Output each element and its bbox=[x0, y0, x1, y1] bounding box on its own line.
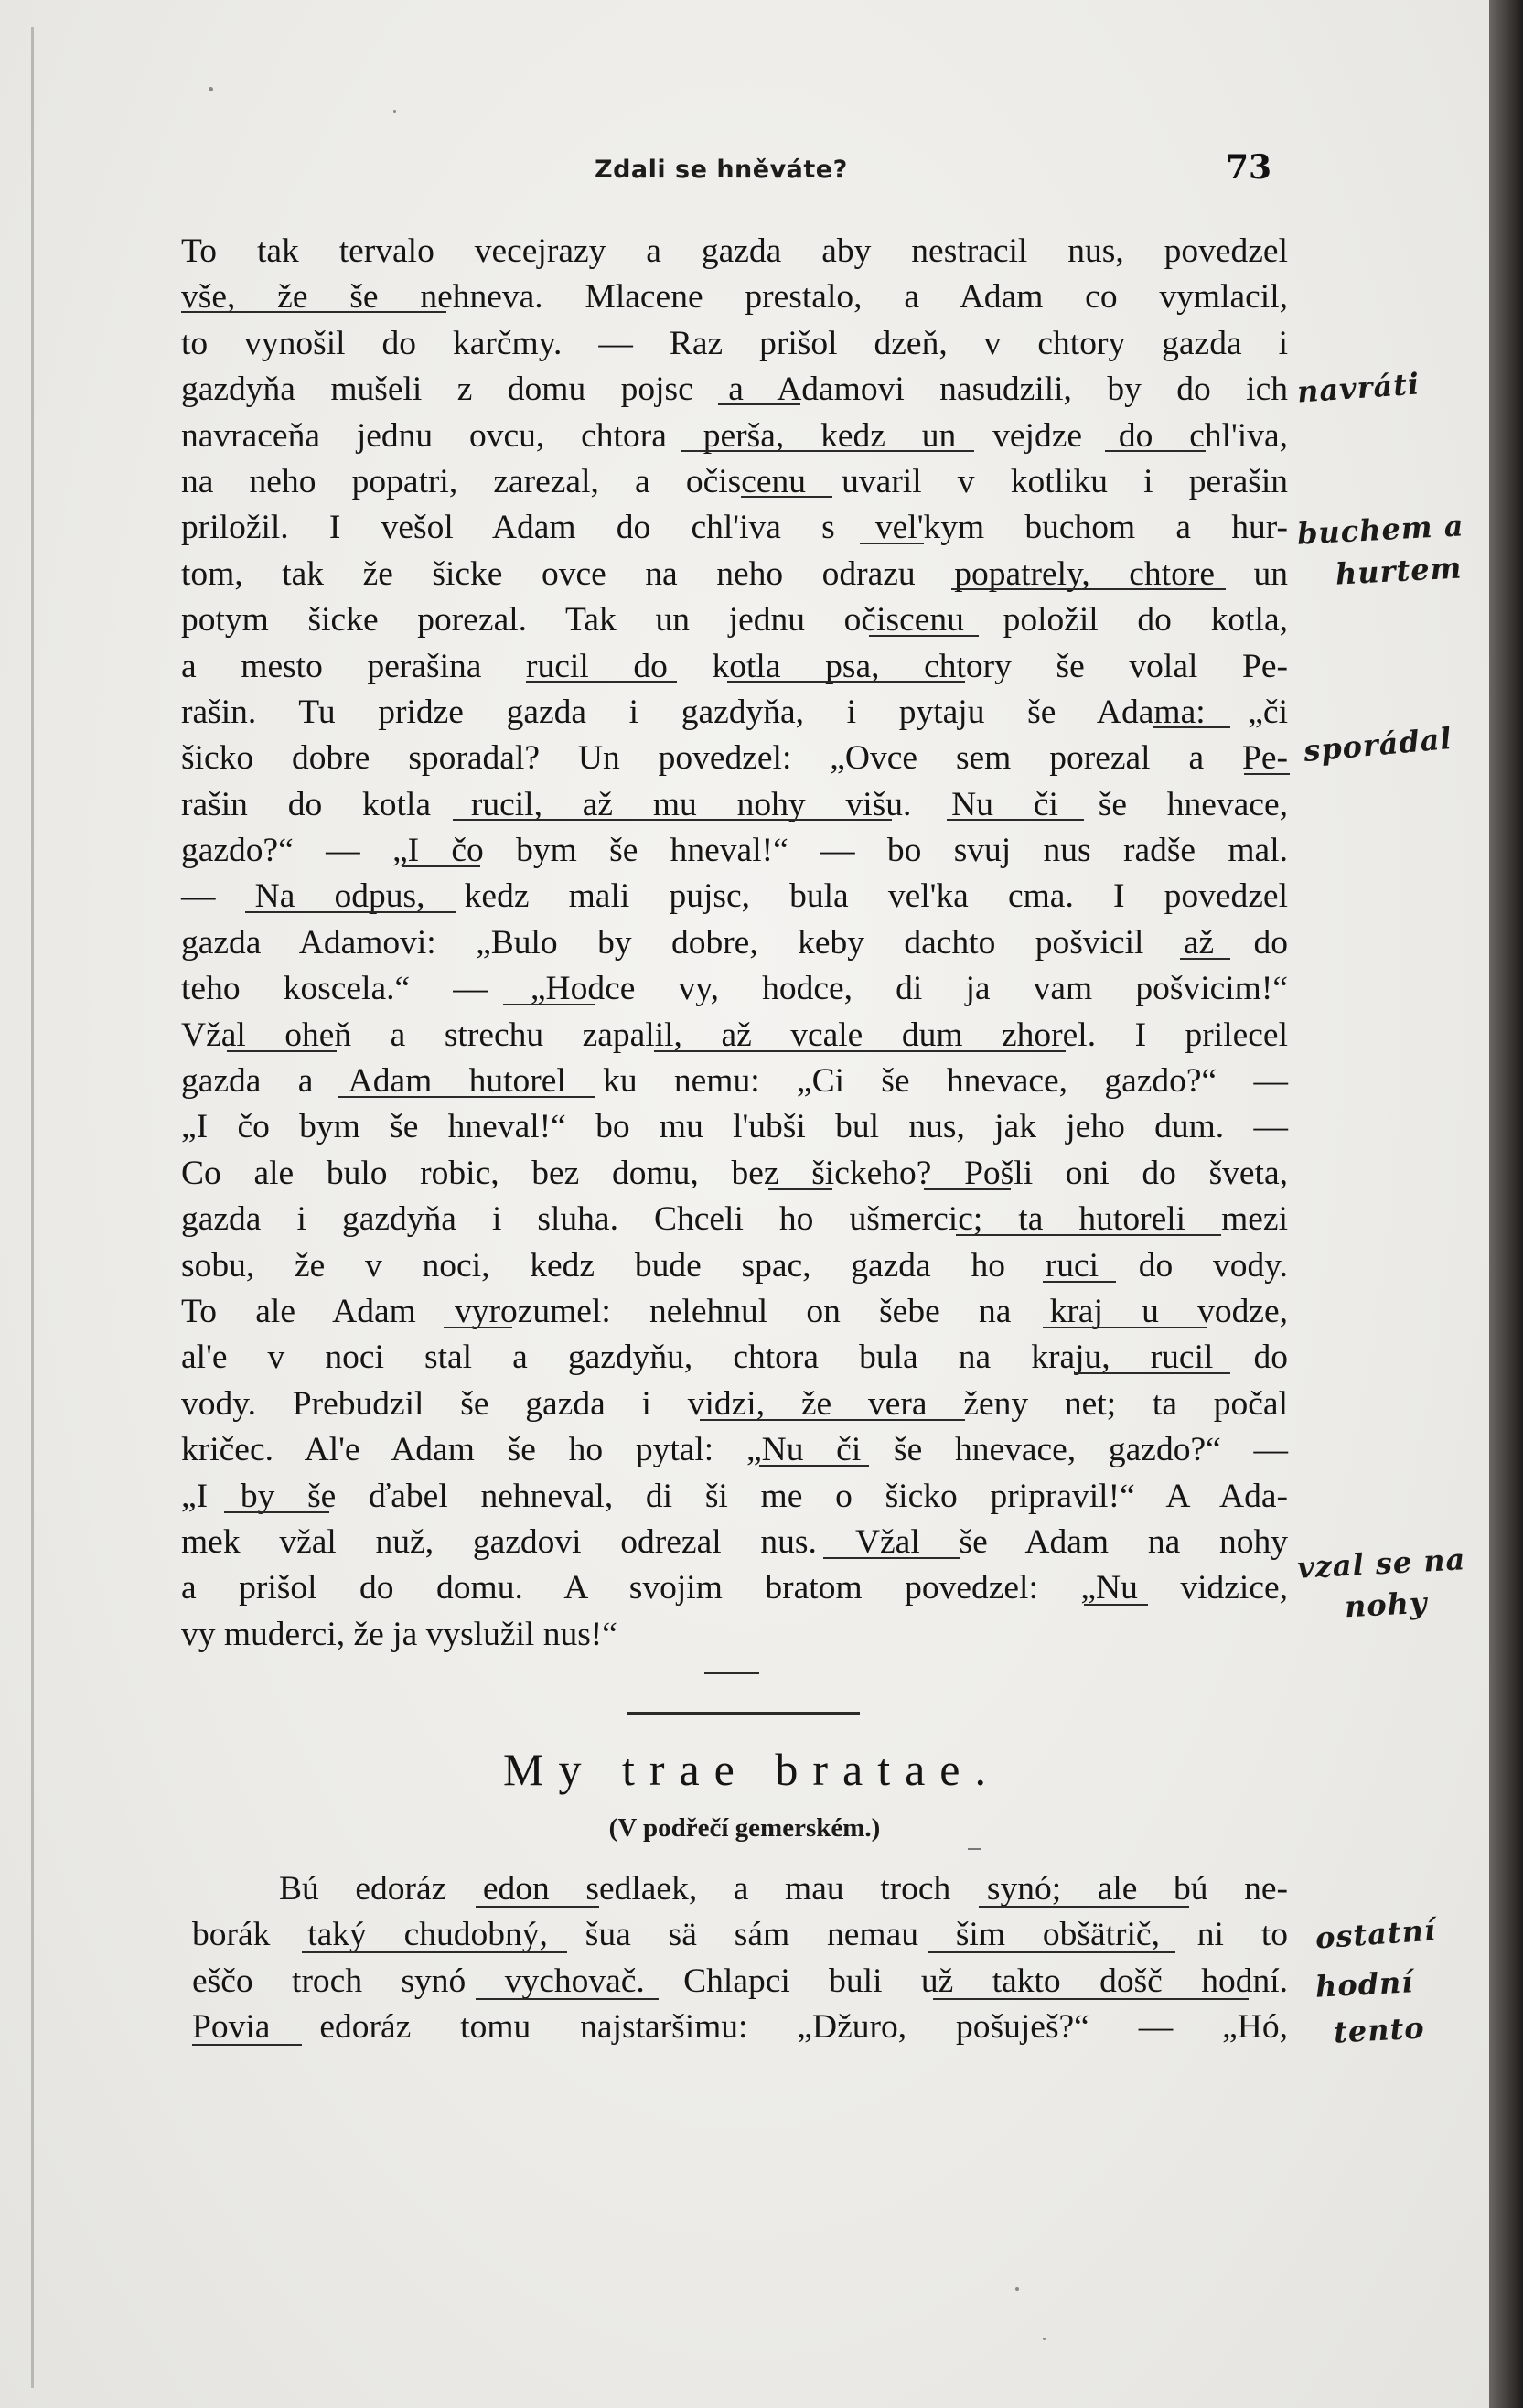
running-head bbox=[0, 148, 1489, 194]
text-line: Povia edoráz tomu najstaršimu: „Džuro, pošuješ?“ — „Hó, bbox=[192, 2008, 1288, 2047]
text-line: vy muderci, že ja vyslužil nus!“ bbox=[181, 1615, 617, 1653]
page-number: 73 bbox=[1226, 148, 1272, 187]
pencil-underline bbox=[444, 1327, 512, 1328]
pencil-underline bbox=[227, 1050, 337, 1052]
pencil-underline bbox=[1075, 1372, 1230, 1374]
pencil-underline bbox=[681, 450, 974, 452]
pencil-underline bbox=[924, 1188, 1011, 1190]
page-binding-edge bbox=[31, 27, 34, 2388]
paper-speck bbox=[1015, 2287, 1019, 2291]
margin-note: hurtem bbox=[1335, 550, 1464, 592]
section-subtitle: (V podřečí gemerském.) bbox=[608, 1813, 881, 1843]
pencil-underline bbox=[718, 403, 800, 405]
text-line: priložil. I vešol Adam do chl'iva s vel'kym buchom a hur- bbox=[181, 509, 1288, 547]
margin-note: hodní bbox=[1314, 1964, 1415, 2005]
text-line: šicko dobre sporadal? Un povedzel: „Ovce sem porezal a Pe- bbox=[181, 739, 1288, 778]
margin-note: ostatní bbox=[1314, 1912, 1438, 1956]
pencil-underline bbox=[1084, 1604, 1148, 1606]
text-line: navraceňa jednu ovcu, chtora perša, kedz un vejdze do chl'iva, bbox=[181, 416, 1288, 455]
pencil-underline bbox=[933, 1998, 1249, 2000]
pencil-underline bbox=[453, 819, 892, 821]
pencil-underline bbox=[704, 1672, 759, 1674]
pencil-underline bbox=[181, 311, 446, 313]
pencil-underline bbox=[192, 2044, 302, 2046]
pencil-underline bbox=[245, 911, 456, 913]
text-line: — Na odpus, kedz mali pujsc, bula vel'ka cma. I povedzel bbox=[181, 877, 1288, 916]
pencil-underline bbox=[947, 819, 1084, 821]
pencil-underline bbox=[956, 1234, 1221, 1236]
pencil-underline bbox=[402, 865, 480, 867]
margin-note: sporádal bbox=[1302, 720, 1453, 769]
pencil-underline bbox=[1043, 1281, 1116, 1283]
text-line: Vžal oheň a strechu zapalil, až vcale dum zhorel. I prilecel bbox=[181, 1016, 1288, 1054]
page-edge-shadow bbox=[1489, 0, 1523, 2408]
pencil-underline bbox=[823, 1557, 960, 1559]
section-divider bbox=[627, 1712, 860, 1715]
pencil-underline bbox=[338, 1096, 595, 1098]
running-head-title: Zdali se hněváte? bbox=[595, 156, 848, 184]
text-line: na neho popatri, zarezal, a očiscenu uvaril v kotliku i perašin bbox=[181, 462, 1288, 500]
pencil-underline bbox=[302, 1951, 567, 1953]
text-line: gazdo?“ — „I čo bym še hneval!“ — bo svuj nus radše mal. bbox=[181, 832, 1288, 870]
margin-note: nohy bbox=[1344, 1585, 1429, 1625]
pencil-underline bbox=[476, 1998, 659, 2000]
pencil-underline bbox=[224, 1511, 329, 1513]
text-line: Bú edoráz edon sedlaek, a mau troch synó; ale bú ne- bbox=[279, 1870, 1288, 1908]
text-line: eščo troch synó vychovač. Chlapci buli už takto došč hodní. bbox=[192, 1962, 1288, 2000]
pencil-underline bbox=[526, 681, 677, 683]
text-line: tom, tak že šicke ovce na neho odrazu popatrely, chtore un bbox=[181, 554, 1288, 593]
text-line: To ale Adam vyrozumel: nelehnul on šebe na kraj u vodze, bbox=[181, 1292, 1288, 1330]
pencil-underline bbox=[759, 1465, 869, 1467]
paper-speck bbox=[209, 87, 213, 91]
text-line: mek vžal nuž, gazdovi odrezal nus. Vžal še Adam na nohy bbox=[181, 1522, 1288, 1561]
margin-note: buchem a bbox=[1296, 508, 1465, 552]
paper-speck bbox=[1043, 2338, 1046, 2340]
paper-speck bbox=[393, 110, 396, 113]
pencil-underline bbox=[951, 588, 1226, 590]
text-line: gazda a Adam hutorel ku nemu: „Ci še hnevace, gazdo?“ — bbox=[181, 1062, 1288, 1101]
text-line: to vynošil do karčmy. — Raz prišol dzeň, v chtory gazda i bbox=[181, 324, 1288, 362]
text-line: To tak tervalo vecejrazy a gazda aby nestracil nus, povedzel bbox=[181, 232, 1288, 270]
text-line: rašin. Tu pridze gazda i gazdyňa, i pytaju še Adama: „či bbox=[181, 693, 1288, 731]
text-line: borák taký chudobný, šua sä sám nemau šim obšätrič, ni to bbox=[192, 1916, 1288, 1954]
pencil-underline bbox=[928, 1951, 1175, 1953]
margin-note: navráti bbox=[1295, 366, 1421, 410]
pencil-underline bbox=[979, 1906, 1189, 1908]
text-line: „I by še ďabel nehneval, di ši me o šicko pripravil!“ A Ada- bbox=[181, 1477, 1288, 1515]
text-line: vše, že še nehneva. Mlacene prestalo, a Adam co vymlacil, bbox=[181, 278, 1288, 317]
pencil-underline bbox=[741, 496, 832, 498]
pencil-underline bbox=[1105, 450, 1206, 452]
text-line: sobu, že v noci, kedz bude spac, gazda ho ruci do vody. bbox=[181, 1246, 1288, 1285]
text-line: kričec. Al'e Adam še ho pytal: „Nu či še hnevace, gazdo?“ — bbox=[181, 1431, 1288, 1469]
pencil-underline bbox=[503, 1004, 595, 1005]
pencil-underline bbox=[700, 1419, 965, 1421]
text-line: potym šicke porezal. Tak un jednu očiscenu položil do kotla, bbox=[181, 601, 1288, 640]
pencil-tick bbox=[968, 1848, 981, 1850]
margin-note: vzal se na bbox=[1296, 1542, 1467, 1586]
pencil-underline bbox=[476, 1906, 599, 1908]
pencil-underline bbox=[1043, 1327, 1207, 1328]
pencil-underline bbox=[1180, 958, 1230, 960]
pencil-underline bbox=[1153, 726, 1230, 728]
pencil-underline bbox=[727, 681, 965, 683]
text-line: Co ale bulo robic, bez domu, bez šickeho? Pošli oni do šveta, bbox=[181, 1154, 1288, 1192]
text-line: al'e v noci stal a gazdyňu, chtora bula na kraju, rucil do bbox=[181, 1338, 1288, 1377]
text-line: gazda i gazdyňa i sluha. Chceli ho ušmercic; ta hutoreli mezi bbox=[181, 1200, 1288, 1239]
margin-note: tento bbox=[1333, 2010, 1426, 2050]
pencil-underline bbox=[869, 635, 979, 637]
text-line: gazdyňa mušeli z domu pojsc a Adamovi nasudzili, by do ich bbox=[181, 371, 1288, 409]
pencil-underline bbox=[1244, 773, 1290, 775]
text-line: a mesto perašina rucil do kotla psa, chtory še volal Pe- bbox=[181, 647, 1288, 685]
text-line: „I čo bym še hneval!“ bo mu l'ubši bul nus, jak jeho dum. — bbox=[181, 1108, 1288, 1146]
text-line: teho koscela.“ — „Hodce vy, hodce, di ja vam pošvicim!“ bbox=[181, 970, 1288, 1008]
text-line: a prišol do domu. A svojim bratom povedzel: „Nu vidzice, bbox=[181, 1569, 1288, 1607]
text-line: rašin do kotla rucil, až mu nohy višu. Nu či še hnevace, bbox=[181, 785, 1288, 823]
pencil-underline bbox=[860, 543, 924, 544]
section-title: My trae bratae. bbox=[502, 1744, 1001, 1795]
text-line: vody. Prebudzil še gazda i vidzi, že vera ženy net; ta počal bbox=[181, 1384, 1288, 1423]
section-text bbox=[192, 1866, 1288, 2051]
text-line: gazda Adamovi: „Bulo by dobre, keby dachto pošvicil až do bbox=[181, 923, 1288, 962]
pencil-underline bbox=[654, 1050, 1066, 1052]
pencil-underline bbox=[768, 1188, 832, 1190]
story-text bbox=[181, 229, 1288, 1658]
